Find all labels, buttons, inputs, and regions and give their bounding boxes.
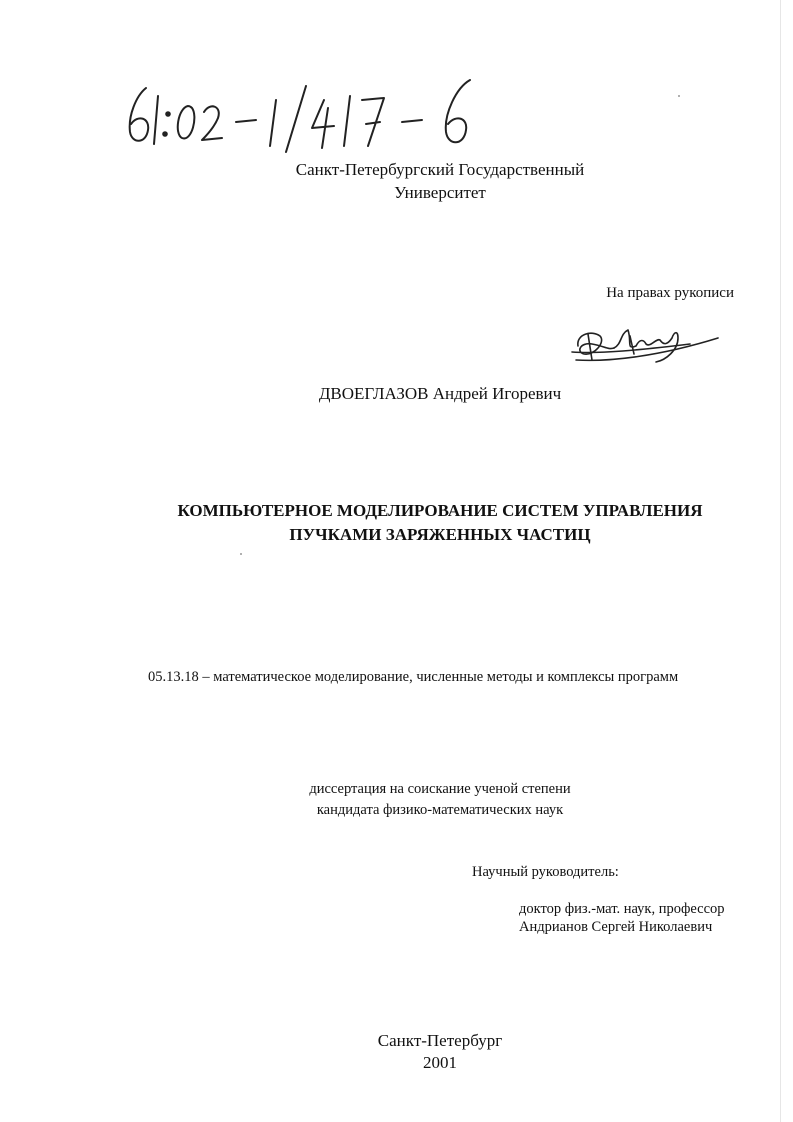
rights-note: На правах рукописи: [606, 285, 734, 301]
title-line-1: КОМПЬЮТЕРНОЕ МОДЕЛИРОВАНИЕ СИСТЕМ УПРАВЛЕНИЯ: [177, 501, 703, 520]
university-line-2: Университет: [394, 183, 486, 202]
signature: [570, 316, 720, 368]
supervisor-info: [519, 900, 759, 936]
degree-statement: [240, 779, 640, 821]
city: Санкт-Петербург: [377, 1031, 503, 1050]
scan-speck: [240, 553, 242, 555]
place-and-year: [300, 1030, 580, 1074]
university-name: [200, 158, 680, 204]
year: 2001: [423, 1053, 457, 1072]
scan-edge: [780, 0, 781, 1122]
scan-speck: [678, 95, 680, 97]
specialty-code: 05.13.18 – математическое моделирование, численные методы и комплексы программ: [148, 669, 679, 685]
dissertation-title: [100, 499, 780, 547]
university-line-1: Санкт-Петербургский Государственный: [295, 160, 585, 179]
author-name: ДВОЕГЛАЗОВ Андрей Игоревич: [318, 384, 562, 403]
supervisor-name: Андрианов Сергей Николаевич: [519, 919, 713, 935]
handwritten-archive-code: [118, 66, 498, 156]
degree-line-1: диссертация на соискание ученой степени: [309, 781, 571, 797]
supervisor-title: доктор физ.-мат. наук, профессор: [519, 901, 725, 917]
title-line-2: ПУЧКАМИ ЗАРЯЖЕННЫХ ЧАСТИЦ: [289, 525, 591, 544]
degree-line-2: кандидата физико-математических наук: [316, 802, 564, 818]
supervisor-label: Научный руководитель:: [472, 864, 619, 880]
